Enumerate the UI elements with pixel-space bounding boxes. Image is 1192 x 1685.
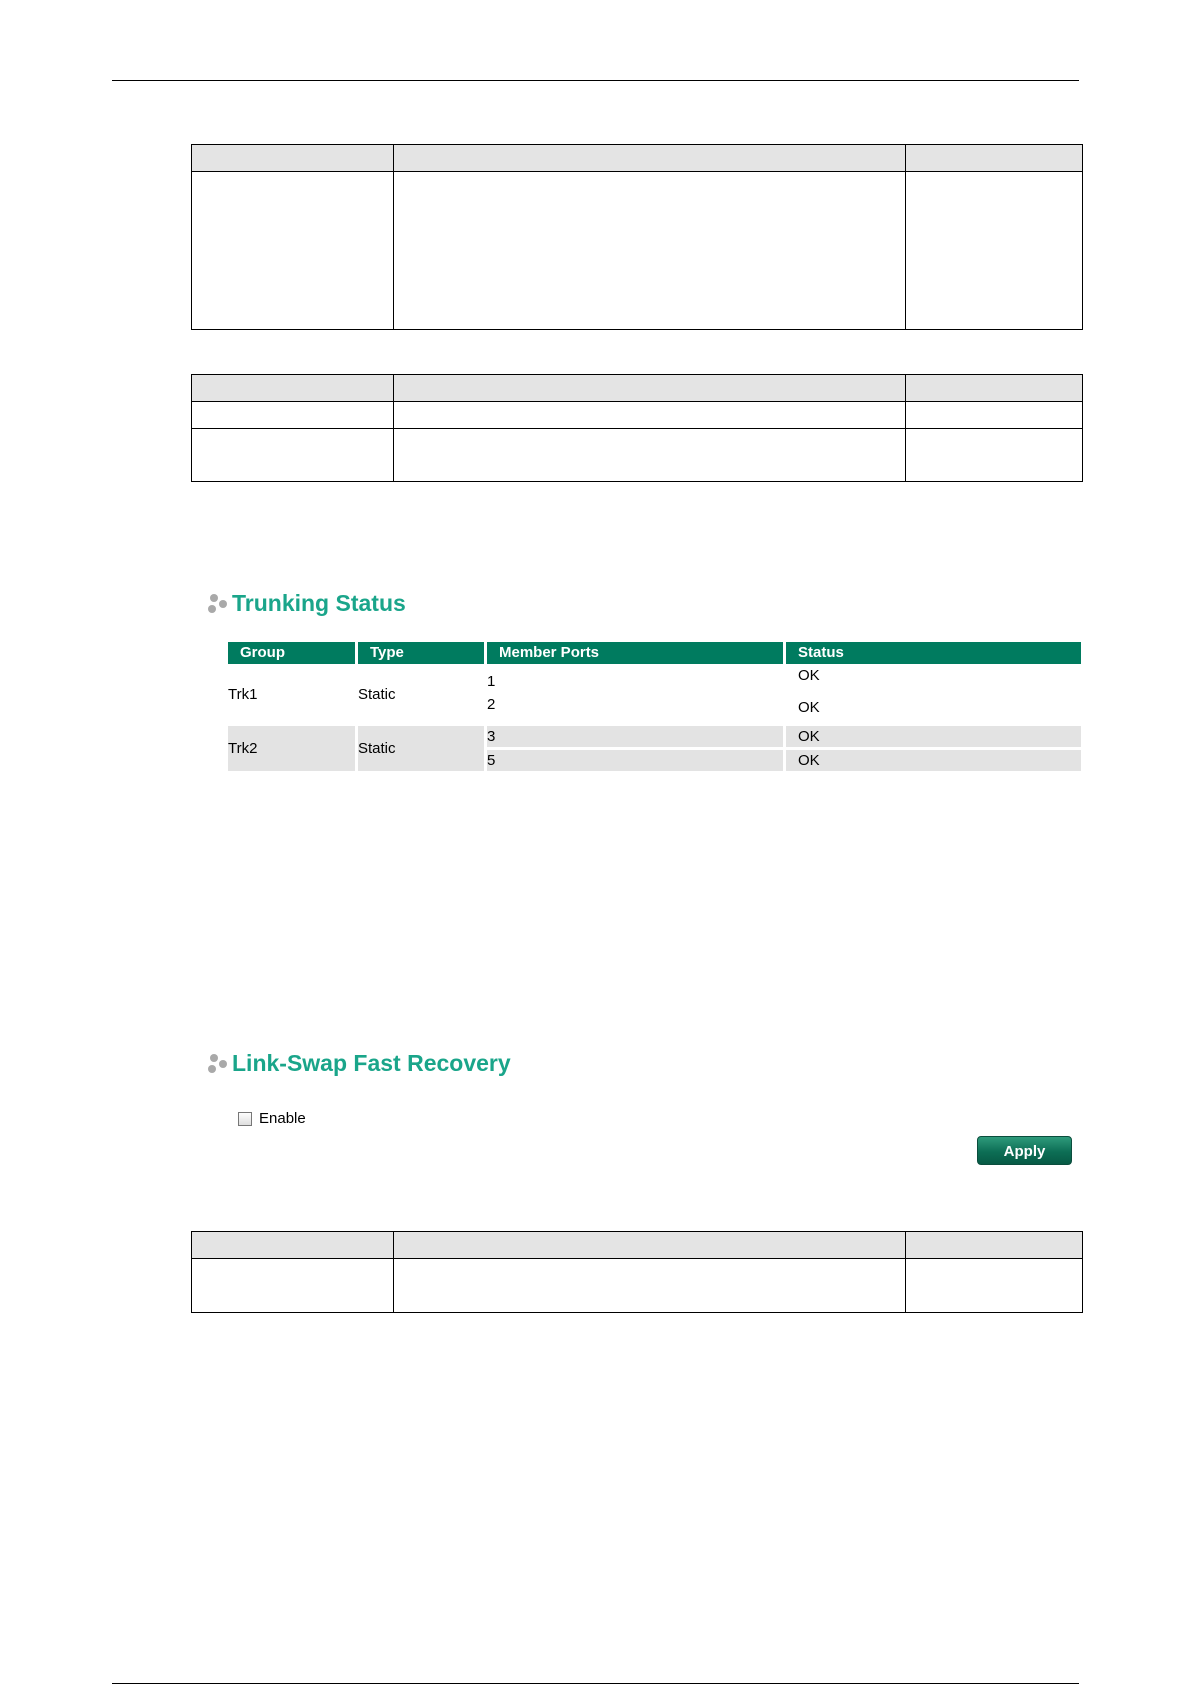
column-header-type: Type xyxy=(358,642,484,664)
column-header-group: Group xyxy=(228,642,355,664)
page-footer-rule xyxy=(112,1683,1079,1684)
bullet-dots-icon xyxy=(206,1052,228,1076)
enable-option[interactable] xyxy=(238,1110,306,1127)
page-header-rule xyxy=(112,80,1079,81)
bullet-dots-icon xyxy=(206,592,228,616)
port-row xyxy=(487,694,1081,724)
doc-table-row xyxy=(192,172,1083,330)
doc-table-header-row xyxy=(192,375,1083,402)
port-row xyxy=(487,664,1081,694)
doc-table-3 xyxy=(191,1231,1083,1313)
group-name: Trk2 xyxy=(228,726,355,771)
trunking-status-heading xyxy=(206,590,406,617)
doc-table-row xyxy=(192,402,1083,429)
column-header-status: Status xyxy=(786,642,1081,664)
trunking-status-title: Trunking Status xyxy=(232,590,406,616)
column-header-member-ports: Member Ports xyxy=(487,642,783,664)
doc-table-row xyxy=(192,1259,1083,1313)
port-status: OK xyxy=(786,726,1081,747)
member-port: 5 xyxy=(487,750,783,771)
port-row xyxy=(487,750,1081,771)
apply-button[interactable]: Apply xyxy=(977,1136,1072,1165)
group-type: Static xyxy=(358,685,396,703)
doc-table-1 xyxy=(191,144,1083,330)
member-port: 1 xyxy=(487,673,496,690)
link-swap-title: Link-Swap Fast Recovery xyxy=(232,1050,511,1076)
port-status: OK xyxy=(798,667,820,684)
port-row xyxy=(487,726,1081,747)
doc-table-header-row xyxy=(192,1232,1083,1259)
doc-table-row xyxy=(192,429,1083,482)
trunking-status-header xyxy=(228,642,1081,664)
member-port: 3 xyxy=(487,726,783,747)
trunking-status-table xyxy=(228,642,1081,771)
group-name: Trk1 xyxy=(228,685,258,703)
link-swap-heading xyxy=(206,1050,511,1077)
doc-table-header-row xyxy=(192,145,1083,172)
table-row xyxy=(228,664,1081,724)
group-ports xyxy=(487,664,1081,724)
member-port: 2 xyxy=(487,696,496,713)
port-status: OK xyxy=(798,699,820,716)
enable-label: Enable xyxy=(259,1110,306,1127)
group-type: Static xyxy=(358,726,484,771)
group-ports xyxy=(487,726,1081,771)
port-status: OK xyxy=(786,750,1081,771)
enable-checkbox[interactable] xyxy=(238,1112,252,1126)
table-row xyxy=(228,726,1081,771)
doc-table-2 xyxy=(191,374,1083,482)
